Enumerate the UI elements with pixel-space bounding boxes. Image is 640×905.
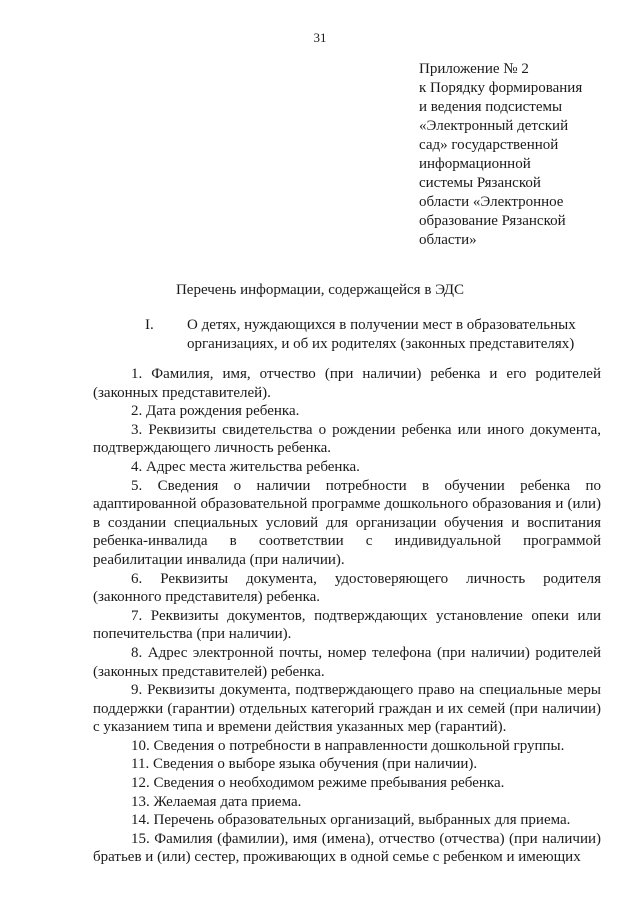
document-title: Перечень информации, содержащейся в ЭДС	[175, 282, 465, 298]
list-item: 15. Фамилия (фамилии), имя (имена), отчество (отчества) (при наличии) братьев и (или) сестер, проживающих в одной семье с ребенком и имеющих	[93, 830, 601, 866]
list-item: 8. Адрес электронной почты, номер телефона (при наличии) родителей (законных представителей) ребенка.	[93, 644, 601, 680]
list-item: 10. Сведения о потребности в направленности дошкольной группы.	[131, 737, 565, 754]
list-item: 11. Сведения о выборе языка обучения (при наличии).	[131, 756, 478, 773]
list-item: 5. Сведения о наличии потребности в обучении ребенка по адаптированной образовательной программе дошкольного образования и (или) в создании специальных условий для организации обучения и воспитания ребенка-инвалида в соответствии с индивидуальной программой реабилитации инвалида (при наличии).	[93, 477, 601, 568]
appendix-line: области «Электронное	[419, 194, 564, 210]
appendix-line: и ведения подсистемы	[419, 99, 563, 115]
list-item: 4. Адрес места жительства ребенка.	[131, 458, 360, 475]
list-item: 12. Сведения о необходимом режиме пребывания ребенка.	[131, 775, 505, 792]
list-item: 3. Реквизиты свидетельства о рождении ребенка или иного документа, подтверждающего личность ребенка.	[93, 421, 601, 457]
appendix-line: к Порядку формирования	[419, 80, 583, 96]
items-list	[93, 365, 601, 867]
appendix-line: образование Рязанской	[419, 213, 566, 229]
appendix-line: «Электронный детский	[419, 118, 569, 134]
list-item: 7. Реквизиты документов, подтверждающих установление опеки или попечительства (при наличии).	[93, 607, 601, 643]
page-number: 31	[313, 30, 327, 45]
list-item: 6. Реквизиты документа, удостоверяющего личность родителя (законного представителя) ребенка.	[93, 570, 601, 606]
section-title	[187, 316, 617, 354]
list-item: 1. Фамилия, имя, отчество (при наличии) ребенка и его родителей (законных представителей).	[93, 366, 601, 401]
appendix-line: сад» государственной	[419, 137, 559, 153]
section-title-line: организациях, и об их родителях (законных представителях)	[187, 336, 575, 352]
list-item: 14. Перечень образовательных организаций, выбранных для приема.	[131, 812, 571, 829]
appendix-block	[419, 60, 619, 250]
list-item: 9. Реквизиты документа, подтверждающего право на специальные меры поддержки (гарантии) отдельных категорий граждан и их семей (при наличии) с указанием типа и времени действия указанных мер (гарантий).	[93, 682, 601, 736]
appendix-line: Приложение № 2	[419, 61, 529, 77]
appendix-line: области»	[419, 232, 477, 248]
list-item: 13. Желаемая дата приема.	[131, 793, 302, 810]
section-title-line: О детях, нуждающихся в получении мест в образовательных	[187, 317, 576, 333]
list-item: 2. Дата рождения ребенка.	[131, 403, 300, 420]
appendix-line: информационной	[419, 156, 531, 172]
section-number: I.	[145, 317, 154, 333]
appendix-line: системы Рязанской	[419, 175, 541, 191]
